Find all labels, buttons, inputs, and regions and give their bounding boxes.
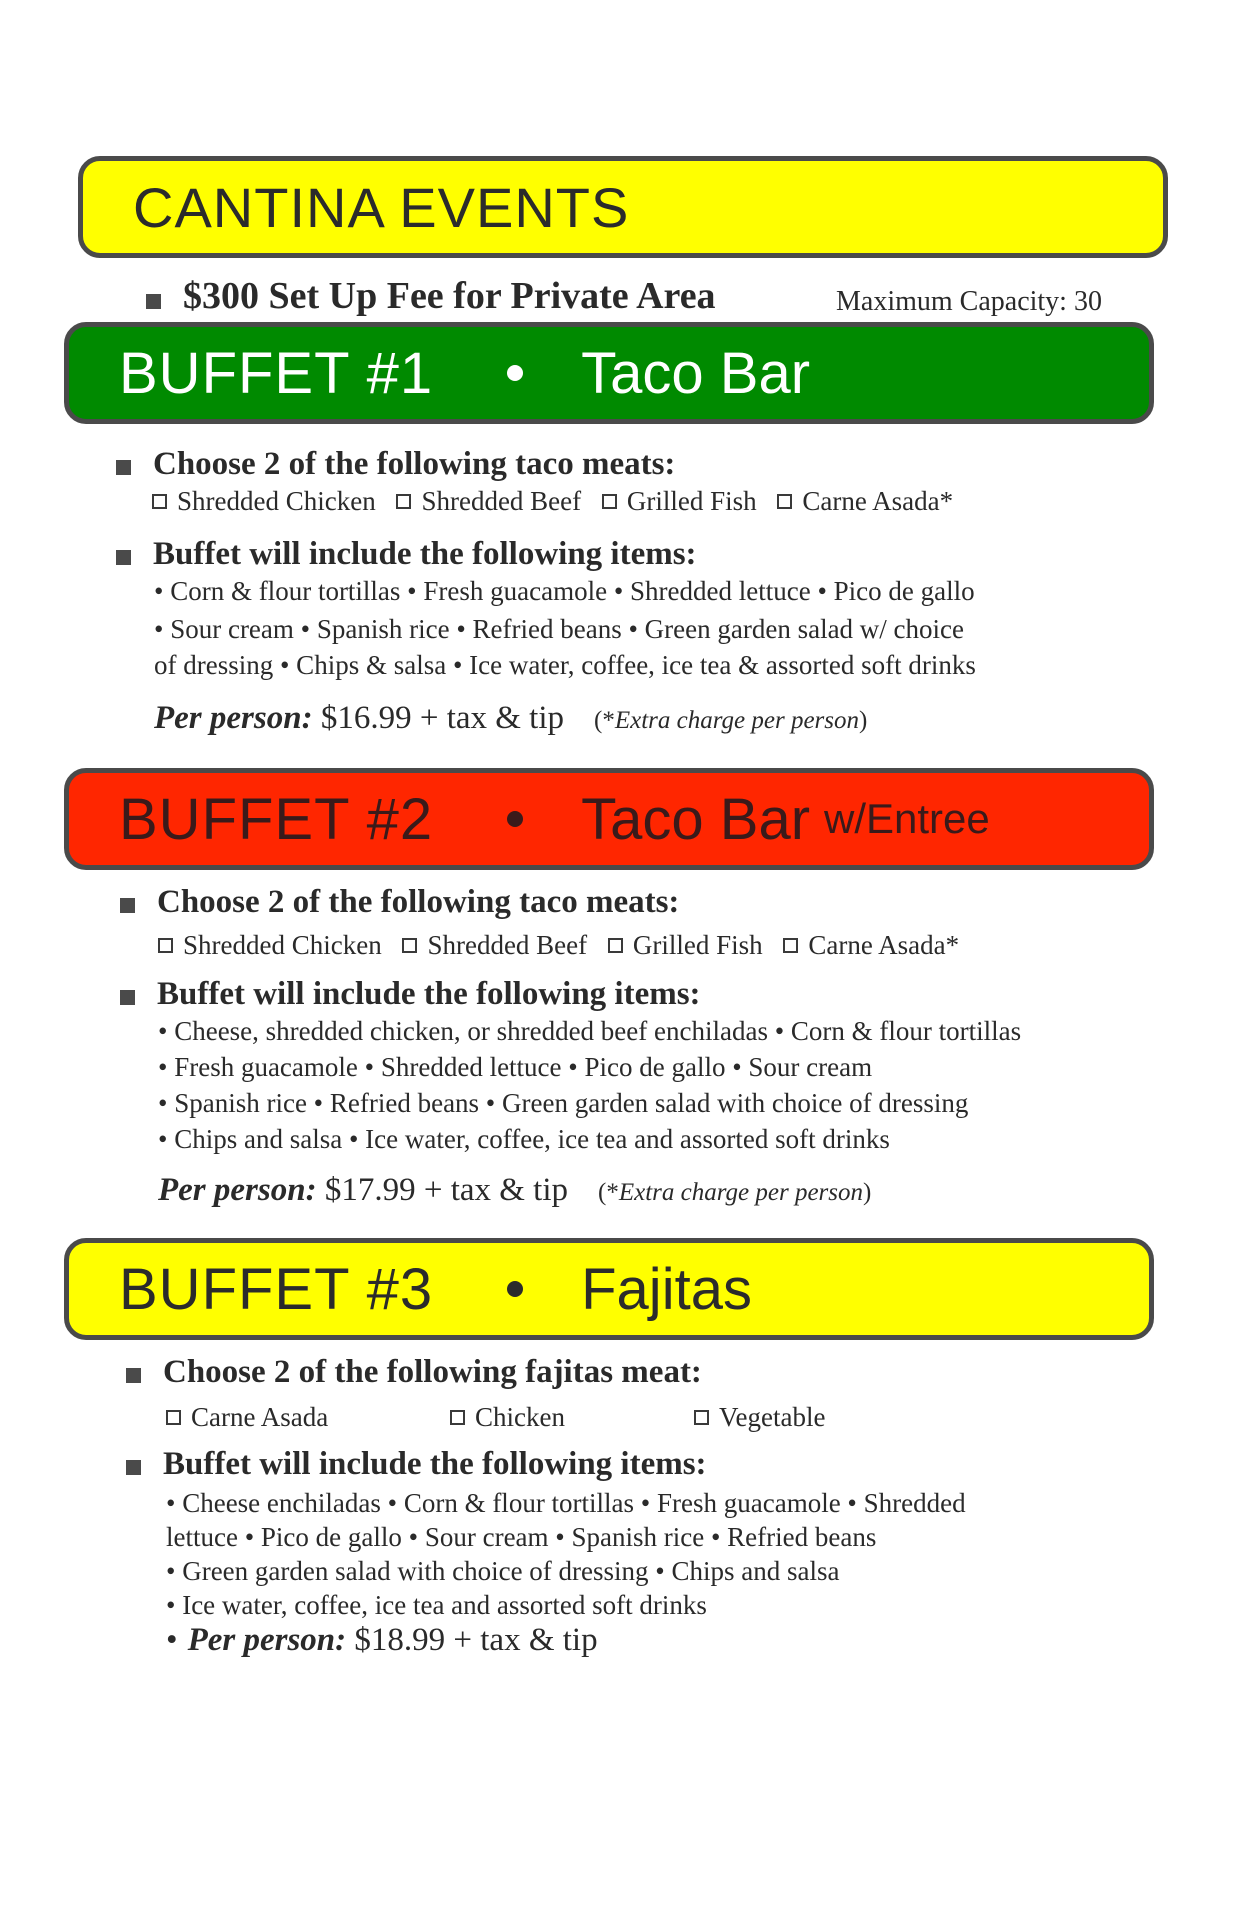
buffet-3-items-line: • Cheese enchiladas • Corn & flour tortillas • Fresh guacamole • Shredded: [166, 1488, 966, 1518]
price-value: $18.99 + tax & tip: [346, 1622, 598, 1658]
price-label: Per person:: [158, 1172, 317, 1208]
square-bullet-icon: [126, 1460, 141, 1475]
meat-option: Vegetable: [694, 1402, 825, 1432]
checkbox-icon: [158, 938, 173, 953]
square-bullet-icon: [120, 990, 135, 1005]
setup-fee-text: $300 Set Up Fee for Private Area: [183, 275, 716, 317]
cantina-events-title: CANTINA EVENTS: [133, 175, 630, 239]
square-bullet-icon: [120, 898, 135, 913]
buffet-3-include-text: Buffet will include the following items:: [163, 1446, 707, 1482]
buffet-2-items-line: • Cheese, shredded chicken, or shredded beef enchiladas • Corn & flour tortillas: [158, 1016, 1022, 1046]
checkbox-icon: [166, 1410, 181, 1425]
buffet-3-subtitle: Fajitas: [581, 1256, 752, 1322]
buffet-1-banner: [64, 322, 1154, 424]
buffet-3-include-row: [126, 1446, 707, 1483]
max-capacity-text: Maximum Capacity: 30: [836, 286, 1102, 317]
buffet-3-choose-text: Choose 2 of the following fajitas meat:: [163, 1354, 702, 1390]
meat-option: Carne Asada*: [783, 930, 959, 960]
checkbox-icon: [602, 494, 617, 509]
buffet-2-items-line: • Fresh guacamole • Shredded lettuce • Pico de gallo • Sour cream: [158, 1052, 873, 1082]
buffet-1-choose-text: Choose 2 of the following taco meats:: [153, 446, 676, 482]
bullet-dot-icon: [507, 1281, 523, 1297]
buffet-2-meat-options: [158, 930, 973, 961]
meat-option: Carne Asada: [166, 1402, 436, 1433]
buffet-2-include-row: [120, 976, 701, 1013]
buffet-2-subtitle: Taco Bar: [581, 786, 811, 852]
price-label: Per person:: [154, 700, 313, 736]
meat-option: Chicken: [450, 1402, 680, 1433]
price-label: Per person:: [187, 1622, 347, 1658]
buffet-2-subtitle-small: w/Entree: [824, 795, 990, 842]
buffet-1-meat-options: [152, 486, 967, 517]
buffet-3-items-line: • Green garden salad with choice of dressing • Chips and salsa: [166, 1556, 840, 1586]
meat-option: Shredded Beef: [402, 930, 587, 960]
checkbox-icon: [402, 938, 417, 953]
buffet-3-meat-options: [166, 1402, 839, 1433]
bullet-dot-icon: [507, 365, 523, 381]
buffet-1-items-line: • Corn & flour tortillas • Fresh guacamole • Shredded lettuce • Pico de gallo: [154, 576, 975, 606]
checkbox-icon: [450, 1410, 465, 1425]
buffet-1-choose-row: [116, 446, 675, 483]
checkbox-icon: [152, 494, 167, 509]
price-note: (*Extra charge per person): [594, 707, 868, 734]
meat-option: Carne Asada*: [777, 486, 953, 516]
square-bullet-icon: [126, 1368, 141, 1383]
meat-option: Shredded Beef: [396, 486, 581, 516]
buffet-2-items-line: • Chips and salsa • Ice water, coffee, ice tea and assorted soft drinks: [158, 1124, 890, 1154]
bullet-dot-icon: [507, 811, 523, 827]
price-value: $16.99 + tax & tip: [312, 700, 565, 736]
meat-option: Shredded Chicken: [158, 930, 382, 960]
buffet-1-items-line: • Sour cream • Spanish rice • Refried beans • Green garden salad w/ choice: [154, 614, 965, 644]
buffet-3-choose-row: [126, 1354, 702, 1391]
buffet-1-price: [154, 700, 867, 737]
buffet-3-items-line: • Ice water, coffee, ice tea and assorted soft drinks: [166, 1590, 707, 1620]
buffet-2-title: BUFFET #2: [119, 786, 434, 852]
checkbox-icon: [608, 938, 623, 953]
buffet-1-subtitle: Taco Bar: [581, 340, 811, 406]
buffet-3-items-line: lettuce • Pico de gallo • Sour cream • Spanish rice • Refried beans: [166, 1522, 877, 1552]
cantina-events-banner: [78, 156, 1168, 258]
meat-option: Grilled Fish: [602, 486, 757, 516]
setup-fee-row: [146, 274, 716, 318]
meat-option: Shredded Chicken: [152, 486, 376, 516]
checkbox-icon: [783, 938, 798, 953]
buffet-2-choose-text: Choose 2 of the following taco meats:: [157, 884, 680, 920]
buffet-1-include-text: Buffet will include the following items:: [153, 536, 697, 572]
checkbox-icon: [777, 494, 792, 509]
buffet-2-banner: [64, 768, 1154, 870]
square-bullet-icon: [116, 460, 131, 475]
square-bullet-icon: [116, 550, 131, 565]
buffet-2-include-text: Buffet will include the following items:: [157, 976, 701, 1012]
buffet-1-items-line: of dressing • Chips & salsa • Ice water, coffee, ice tea & assorted soft drinks: [154, 650, 976, 680]
buffet-3-banner: [64, 1238, 1154, 1340]
buffet-1-title: BUFFET #1: [119, 340, 434, 406]
buffet-2-items-line: • Spanish rice • Refried beans • Green garden salad with choice of dressing: [158, 1088, 969, 1118]
buffet-2-choose-row: [120, 884, 679, 921]
buffet-2-price: [158, 1172, 871, 1209]
buffet-3-price: [166, 1622, 598, 1659]
checkbox-icon: [694, 1410, 709, 1425]
bullet: •: [166, 1622, 178, 1658]
price-note: (*Extra charge per person): [598, 1179, 872, 1206]
meat-option: Grilled Fish: [608, 930, 763, 960]
checkbox-icon: [396, 494, 411, 509]
price-value: $17.99 + tax & tip: [316, 1172, 569, 1208]
square-bullet-icon: [146, 294, 161, 309]
buffet-3-title: BUFFET #3: [119, 1256, 434, 1322]
buffet-1-include-row: [116, 536, 697, 573]
